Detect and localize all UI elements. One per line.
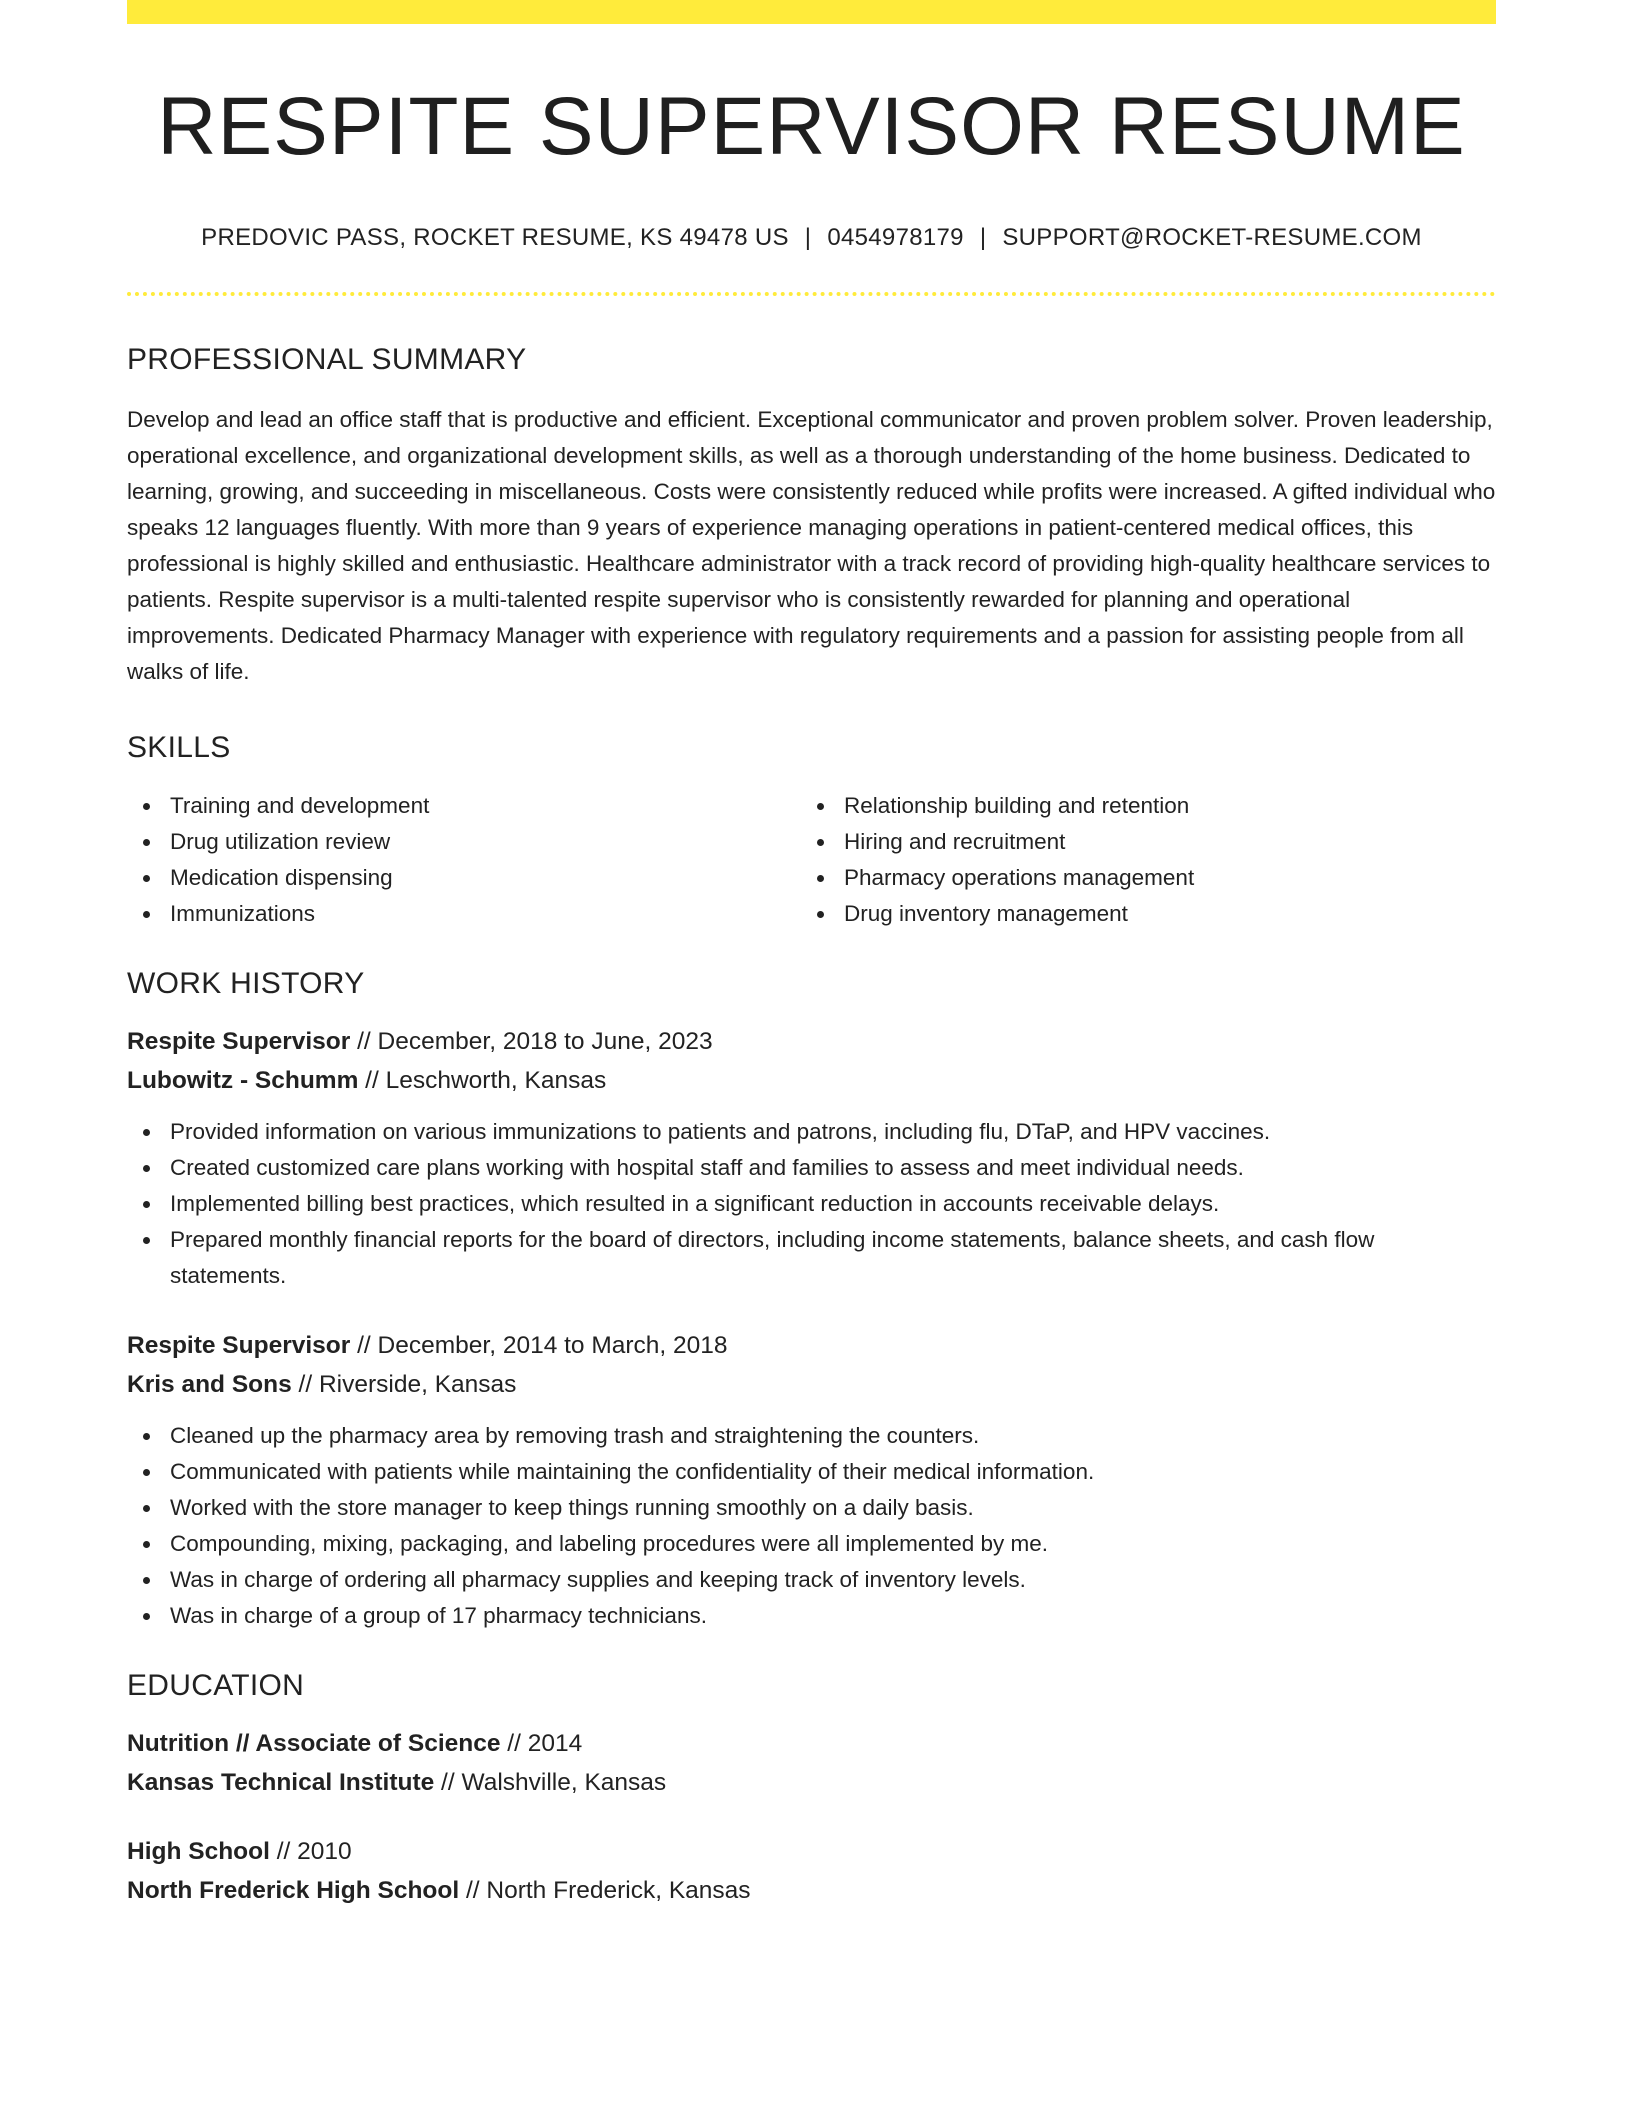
education-year: // 2014 bbox=[500, 1730, 583, 1758]
job-bullets bbox=[127, 1114, 1496, 1294]
education-school-line bbox=[127, 1871, 1496, 1910]
education-school-line bbox=[127, 1763, 1496, 1802]
job-entry bbox=[127, 1326, 1496, 1634]
job-title-line bbox=[127, 1326, 1496, 1365]
contact-separator: | bbox=[979, 224, 987, 252]
contact-address: PREDOVIC PASS, ROCKET RESUME, KS 49478 US bbox=[201, 224, 789, 252]
resume-page bbox=[127, 0, 1496, 1910]
job-bullet: Cleaned up the pharmacy area by removing trash and straightening the counters. bbox=[127, 1418, 1496, 1454]
skills-list-left bbox=[127, 788, 801, 932]
job-company: Lubowitz - Schumm bbox=[127, 1067, 359, 1095]
skills-heading: SKILLS bbox=[127, 731, 231, 765]
job-entry bbox=[127, 1022, 1496, 1294]
job-bullet: Prepared monthly financial reports for the board of directors, including income statements, balance sheets, and cash flow statements. bbox=[127, 1222, 1496, 1294]
job-bullet: Worked with the store manager to keep things running smoothly on a daily basis. bbox=[127, 1490, 1496, 1526]
header-divider bbox=[127, 292, 1496, 296]
summary-text: Develop and lead an office staff that is productive and efficient. Exceptional communicator and proven problem solver. Proven leadership, operational excellence, and organizational development skills, as well as a thorough understanding of the home business. Dedicated to learning, growing, and succeeding in miscellaneous. Costs were consistently reduced while profits were increased. A gifted individual who speaks 12 languages fluently. With more than 9 years of experience managing operations in patient-centered medical offices, this professional is highly skilled and enthusiastic. Healthcare administrator with a track record of providing high-quality healthcare services to patients. Respite supervisor is a multi-talented respite supervisor who is consistently rewarded for planning and operational improvements. Dedicated Pharmacy Manager with experience with regulatory requirements and a passion for assisting people from all walks of life. bbox=[127, 407, 1496, 685]
job-dates: // December, 2018 to June, 2023 bbox=[350, 1028, 713, 1056]
job-bullet: Was in charge of a group of 17 pharmacy technicians. bbox=[127, 1598, 1496, 1634]
job-location: // Leschworth, Kansas bbox=[358, 1067, 607, 1095]
skill-item: Drug utilization review bbox=[127, 824, 801, 860]
education-location: // Walshville, Kansas bbox=[434, 1769, 667, 1797]
job-dates: // December, 2014 to March, 2018 bbox=[350, 1332, 728, 1360]
job-location: // Riverside, Kansas bbox=[291, 1371, 517, 1399]
job-title-line bbox=[127, 1022, 1496, 1061]
education-school: Kansas Technical Institute bbox=[127, 1769, 435, 1797]
job-company-line bbox=[127, 1061, 1496, 1100]
education-school: North Frederick High School bbox=[127, 1877, 460, 1905]
job-bullet: Implemented billing best practices, which resulted in a significant reduction in accounts receivable delays. bbox=[127, 1186, 1496, 1222]
work-history-heading: WORK HISTORY bbox=[127, 967, 365, 1001]
job-bullet: Compounding, mixing, packaging, and labeling procedures were all implemented by me. bbox=[127, 1526, 1496, 1562]
accent-top-bar bbox=[127, 0, 1496, 24]
job-company: Kris and Sons bbox=[127, 1371, 292, 1399]
contact-line bbox=[127, 224, 1496, 252]
contact-email: SUPPORT@ROCKET-RESUME.COM bbox=[1002, 224, 1422, 252]
education-degree-line bbox=[127, 1724, 1496, 1763]
education-degree-line bbox=[127, 1832, 1496, 1871]
skill-item: Relationship building and retention bbox=[801, 788, 1475, 824]
skill-item: Drug inventory management bbox=[801, 896, 1475, 932]
skill-item: Training and development bbox=[127, 788, 801, 824]
education-entry bbox=[127, 1724, 1496, 1802]
education-heading: EDUCATION bbox=[127, 1669, 305, 1703]
skill-item: Pharmacy operations management bbox=[801, 860, 1475, 896]
job-bullet: Was in charge of ordering all pharmacy supplies and keeping track of inventory levels. bbox=[127, 1562, 1496, 1598]
skills-list-right bbox=[801, 788, 1475, 932]
skill-item: Immunizations bbox=[127, 896, 801, 932]
education-degree: Nutrition // Associate of Science bbox=[127, 1730, 501, 1758]
education-entry bbox=[127, 1832, 1496, 1910]
job-title: Respite Supervisor bbox=[127, 1332, 351, 1360]
skills-columns bbox=[127, 788, 1496, 932]
education-location: // North Frederick, Kansas bbox=[459, 1877, 751, 1905]
job-title: Respite Supervisor bbox=[127, 1028, 351, 1056]
job-bullet: Communicated with patients while maintaining the confidentiality of their medical information. bbox=[127, 1454, 1496, 1490]
job-bullet: Created customized care plans working with hospital staff and families to assess and meet individual needs. bbox=[127, 1150, 1496, 1186]
skill-item: Hiring and recruitment bbox=[801, 824, 1475, 860]
job-bullet: Provided information on various immunizations to patients and patrons, including flu, DTaP, and HPV vaccines. bbox=[127, 1114, 1496, 1150]
contact-separator: | bbox=[804, 224, 812, 252]
job-company-line bbox=[127, 1365, 1496, 1404]
summary-heading: PROFESSIONAL SUMMARY bbox=[127, 343, 527, 377]
education-year: // 2010 bbox=[269, 1838, 352, 1866]
job-bullets bbox=[127, 1418, 1496, 1634]
education-degree: High School bbox=[127, 1838, 270, 1866]
resume-title: RESPITE SUPERVISOR RESUME bbox=[157, 81, 1466, 172]
skill-item: Medication dispensing bbox=[127, 860, 801, 896]
contact-phone: 0454978179 bbox=[827, 224, 964, 252]
